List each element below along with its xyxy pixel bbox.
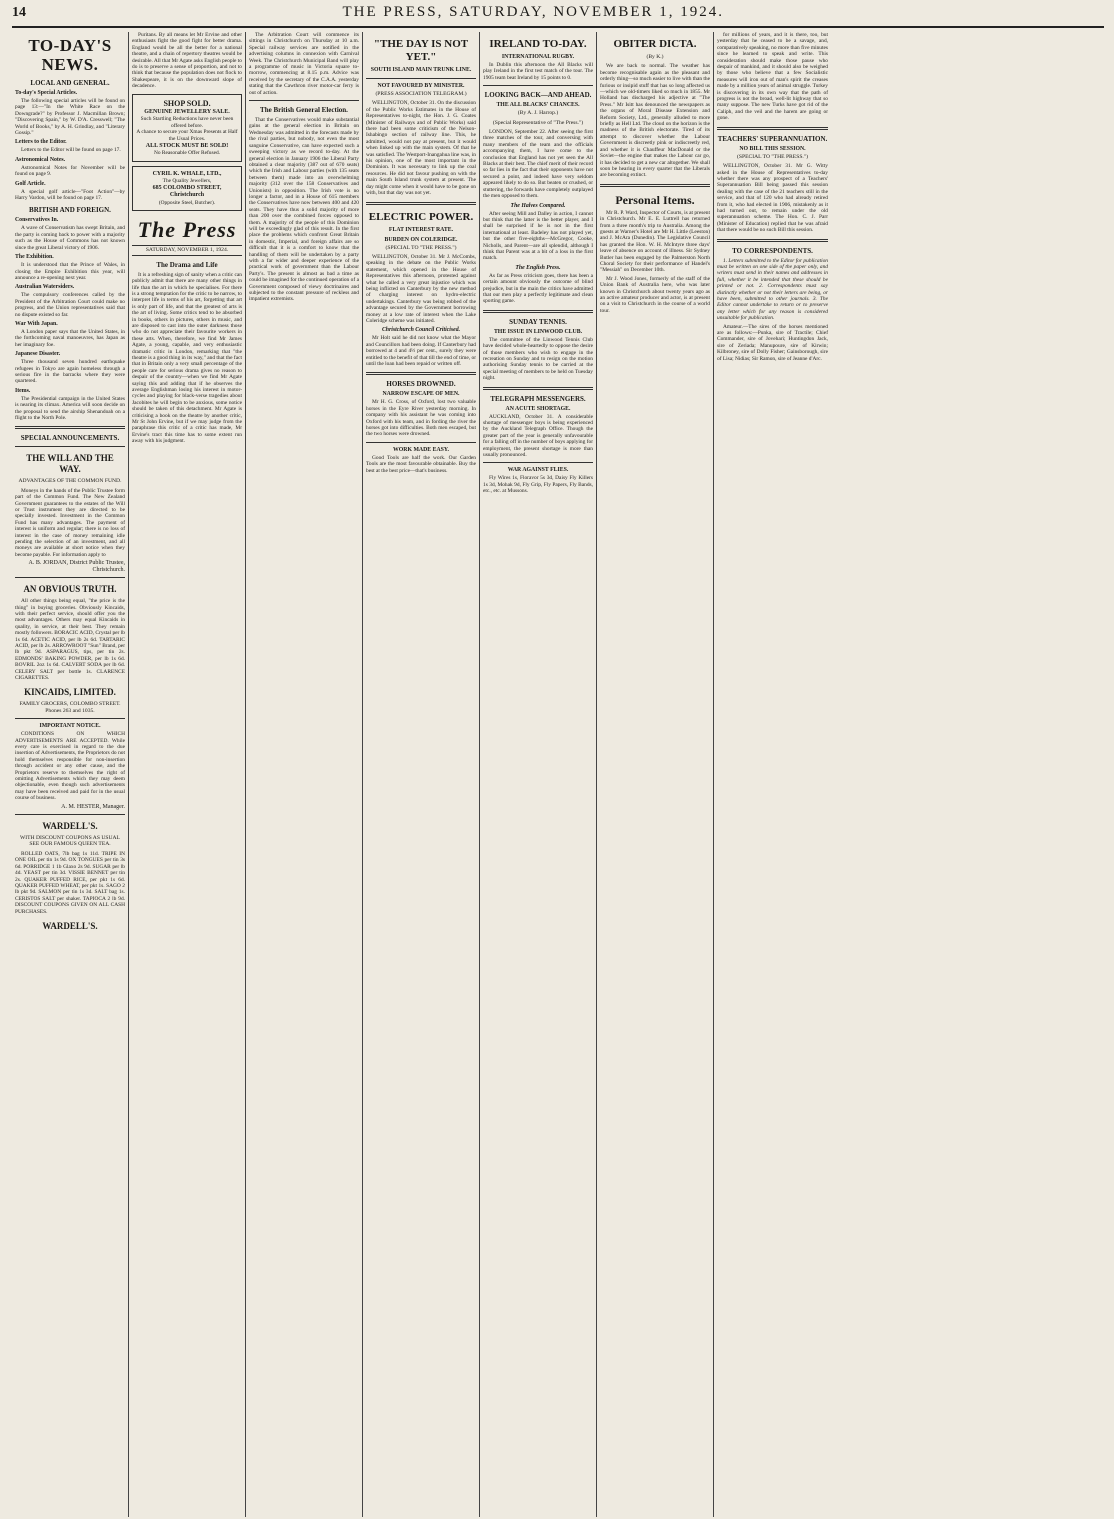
divider	[366, 442, 476, 443]
byline: (By K.)	[646, 54, 664, 60]
ad-heading: CYRIL K. WHALE, LTD.,	[152, 170, 222, 177]
item-body: A London paper says that the United States, in the forthcoming naval manoeuvres, has Japan as her imaginary foe.	[15, 328, 125, 348]
divider	[717, 239, 828, 242]
chances-body: LONDON, September 22. After seeing the first three matches of the tour, and conversing with many members of the team and the officials accompanying them, I have come to the conclusion that England has not yet seen the All Blacks at their best. The chief merit of their record so far lies in the fact that their opponents have not secured a point, and indeed have very seldom appeared likely to do so. But beaten or crushed, or stuttering, the forwards have completely outplayed the men opposed to them.	[483, 129, 593, 200]
tennis-heading: SUNDAY TENNIS.	[509, 317, 567, 326]
special-notice: (SPECIAL TO "THE PRESS.")	[385, 244, 457, 251]
looking-back-heading: LOOKING BACK—AND AHEAD.	[484, 91, 592, 100]
press-flag: The Press	[137, 217, 237, 243]
todays-news-heading: TO-DAY'S NEWS.	[28, 36, 112, 74]
column-3	[246, 32, 363, 1517]
council-heading: Christchurch Council Criticised.	[381, 327, 461, 334]
divider	[366, 202, 476, 205]
divider	[483, 462, 593, 463]
ad-line: Such Startling Reductions have never been offered before.	[140, 116, 234, 129]
jewellery-ad	[132, 94, 242, 162]
ad-line: No Reasonable Offer Refused.	[153, 150, 221, 157]
item-heading: Japanese Disaster.	[15, 351, 61, 358]
day-not-yet-heading: "THE DAY IS NOT YET."	[373, 38, 469, 63]
notice-body: CONDITIONS ON WHICH ADVERTISEMENTS ARE ACCEPTED. While every care is exercised in regard to the due insertion of Advertisements, the Proprietors do not hold themselves responsible for non-insertion through accident or any other cause, and the Proprietors reserve to themselves the right of omitting Advertisements which they may deem objectionable, even though such advertisements may have been received and paid for in the usual course of business.	[15, 731, 125, 802]
item-body: Astronomical Notes for November will be found on page 9.	[15, 164, 125, 178]
will-signature: A. B. JORDAN, District Public Trustee, Christchurch.	[28, 560, 125, 573]
divider	[483, 310, 593, 313]
item-heading: Golf Article.	[15, 180, 46, 187]
item-body: Three thousand seven hundred earthquake refugees in Tokyo are again homeless through a serious fire in the barracks where they were quartered.	[15, 359, 125, 385]
column-1	[12, 32, 129, 1517]
ireland-heading: IRELAND TO-DAY.	[489, 38, 587, 50]
english-press-heading: The English Press.	[515, 264, 561, 271]
rugby-subheading: INTERNATIONAL RUGBY.	[501, 54, 575, 60]
ad-line: The Quality Jewellers,	[162, 178, 212, 185]
divider	[15, 577, 125, 578]
horses-body: Mr H. G. Cross, of Oxford, lost two valuable horses in the Eyre River yesterday morning. In company with his assistant he was coming into Oxford with his team, and in fording the river the horses got into difficulties. Both men escaped, but the two horses were drowned.	[366, 399, 476, 438]
ad-line: 685 COLOMBO STREET, Christchurch	[152, 184, 222, 199]
horses-subheading: NARROW ESCAPE OF MEN.	[382, 391, 460, 398]
obiter-dicta-body: We are back to normal. The weather has become recognisable again as the pleasant and orderly thing—so much easier to live with than the furious or insipid stuff that has so long affected us—which we old-timers liked so much in 1855. Mr Holland has discharged his adjective at "The Press." Mr Isitt has denounced the newspapers as the organs of Moral Disease Extension and Reform Society, Ltd., generally alluded to more briefly as Hell Ltd. The cloud on the horizon is the madness of the British electorate. Tired of its attempt to discover whether the Labour Government is discreetly pink or indiscreetly red, and whether it is Chauffeur MacDonald or the Soviet—the engine that makes the Labour car go, it has decided to get a new car altogether. We shall soon be hearing in every quarter that the Liberals are becoming extinct.	[600, 63, 710, 179]
halves-heading: The Halves Compared.	[510, 202, 566, 209]
item-heading: To-day's Special Articles.	[15, 90, 78, 96]
tennis-body: The committee of the Linwood Tennis Club have decided whole-heartedly to oppose the desire of those members who wish to engage in the recreation on Sunday and to resign on the motion authorising Sunday tennis to be carried at the special meeting of members to be held on Tuesday night.	[483, 336, 593, 382]
ad-line: GENUINE JEWELLERY SALE.	[144, 108, 230, 115]
kincaids-heading: KINCAIDS, LIMITED.	[24, 687, 116, 698]
editorial-heading: The Drama and Life	[156, 260, 218, 269]
whale-ad	[132, 166, 242, 212]
election-body: That the Conservatives would make substantial gains at the general election in Britain on Wednesday was admitted in the forecasts made by the rival parties, but nobody, not even the most sanguine Conservative, can have expected such a sweeping victory as we record to-day. At the general election in January 1906 the Liberal Party obtained a clear majority (387 out of 670 seats) which the Irish and Labour parties (with 135 seats between them) made into an overwhelming majority (312 over the 158 Conservatives and Unionists) in opposition. The Irish vote is no longer a factor, and in a House of 615 members the Conservatives have now between 400 and 420 seats. They have thus a solid majority of more than 200 over the combined forces opposed to them. A majority of the people of this Dominion will be exceedingly glad of this result. In the first place the problems which confront Great Britain in domestic, Imperial, and foreign affairs are so difficult that it is a comfort to know that the handling of them will be undertaken by a party with a far wider and deeper experience of the practical work of government than the Labour Party's. The present is almost as bad a time as could be imagined for the continued operation of a Government composed of viewy doctrinaires and subjected to the constant pressure of reckless and impatient extremists.	[249, 117, 359, 303]
divider	[15, 446, 125, 447]
telegraph-body: AUCKLAND, October 31. A considerable shortage of messenger boys is being experienced by the Auckland Telegraph Office. Though the greater part of the year is generally unfavourable for a falling off in the number of boys applying for employment, the present shortage is more than usually pronounced.	[483, 413, 593, 459]
column-6	[597, 32, 714, 1517]
wardells-body: ROLLED OATS, 7lb bag 1s 11d. TRIPE IN ONE OIL per tin 1s 9d. OX TONGUES per tin 3s 6d. PORRIDGE 1 1b Glaxo 2s 9d. SUGAR per lb 4d. YEAST per tin 3d. VISSIE BENNET per tin 2s. QUAKER PUFFED RICE, per pkt 1s 6d. QUAKER PUFFED WHEAT, per pkt 1s. SAGO 2 lb pkt 9d. SALMON per tin 1s 3d. SALT bag 1s. CERISTOS SALT per shaker. TAPIOCA 2 lb 9d. DISCOUNT COUPONS GIVEN ON ALL CASH PURCHASES.	[15, 850, 125, 915]
council-body: Mr Holt said he did not know what the Mayor and Councillors had been doing. If Canterbury had borrowed at 4 and 4½ per cent., surely they were entitled to the benefit of that till the end of time, or until the loan had been repaid or written off.	[366, 335, 476, 367]
item-body: A special golf article—"Foot Action"—by Harry Vardon, will be found on page 17.	[15, 188, 125, 202]
trunk-subheading: SOUTH ISLAND MAIN TRUNK LINE.	[370, 67, 472, 73]
trunk-body: WELLINGTON, October 31. On the discussion of the Public Works Estimates in the House of Representatives to-night, the Hon. J. G. Coates (Minister of Railways and of Public Works) said there had been some criticism of the Nelson-Ishabingo section of railway line. This, he admitted, would not pay at present, but it would when linked up with the main system. Of that he was satisfied. The Westport-Inangahua line was, in his opinion, one of the most important in the Dominion. It was necessary to link up the coal resources. He did not favour pushing on with the main South Island trunk system at present. The day might come when it would have to be gone on with, but that day was not yet.	[366, 100, 476, 197]
column-7	[714, 32, 831, 1517]
english-press-body: As far as Press criticism goes, there has been a certain amount obviously the outcome of blind prejudice, but in the main the critics have admitted that our men play a perfectly legitimate and clean sporting game.	[483, 272, 593, 305]
item-heading: Items.	[15, 387, 31, 394]
personal-items-heading: Personal Items.	[615, 192, 695, 207]
will-heading: THE WILL AND THE WAY.	[26, 453, 114, 475]
byline: (By A. J. Harrop.)	[517, 110, 559, 117]
item-body: The following special articles will be found on page 13:—"In the White Race on the Downgrade?" by Professor J. Macmillan Brown; "Discovering Spain," by W. D'A. Cresswell; "The World of Books," by A. H. Grindlay, and "Literary Gossip."	[15, 98, 125, 137]
item-heading: Australian Watersiders.	[15, 284, 75, 291]
wardells-subheading: WITH DISCOUNT COUPONS AS USUAL SEE OUR FAMOUS QUEEN TEA.	[20, 835, 120, 848]
divider	[483, 387, 593, 390]
flies-body: Fly Wires 1s, Floravor 5s 3d, Daisy Fly Killers 1s 3d, Mohak 9d, Fly Grip, Fly Papers, Fly Bands, etc., etc. at Mussons.	[483, 475, 593, 495]
correspondents-heading: TO CORRESPONDENTS.	[732, 246, 813, 255]
ad-line: ALL STOCK MUST BE SOLD!	[145, 142, 229, 149]
electric-subheading-2: BURDEN ON COLERIDGE.	[384, 236, 458, 243]
item-body: It is understood that the Prince of Wales, in closing the Empire Exhibition this year, will announce a re-opening next year.	[15, 262, 125, 281]
notice-heading: IMPORTANT NOTICE.	[39, 723, 101, 730]
correspondents-body: 1. Letters submitted to the Editor for publication must be written on one side of the paper only, and writers must send in their names and addresses in full, whether it be intended that these should be printed or not. 2. Correspondents must say distinctly whether or not their letters are being, or have been, submitted to other journals. 3. The Editor cannot undertake to return or to preserve any letter which for any reason is considered unsuitable for publication.	[717, 257, 828, 322]
telegraph-subheading: AN ACUTE SHORTAGE.	[505, 405, 571, 412]
trunk-subheading-2: NOT FAVOURED BY MINISTER.	[377, 83, 465, 89]
british-foreign-heading: BRITISH AND FOREIGN.	[29, 206, 111, 215]
obiter-dicta-heading: OBITER DICTA.	[613, 38, 697, 50]
masthead-title: THE PRESS, SATURDAY, NOVEMBER 1, 1924.	[342, 4, 724, 20]
kincaids-subheading: FAMILY GROCERS, COLOMBO STREET. Phones 263 and 1035.	[19, 701, 121, 714]
horses-heading: HORSES DROWNED.	[386, 380, 456, 389]
ad-heading: SHOP SOLD.	[163, 98, 211, 108]
divider	[483, 85, 593, 86]
rugby-body: In Dublin this afternoon the All Blacks will play Ireland in the first test match of the tour. The 1905 team beat Ireland by 15 points to 0.	[483, 62, 593, 81]
personal-items-body: Mr R. P. Ward, Inspector of Courts, is at present in Christchurch. Mr E. E. Luttrell has returned from a three month's trip to Australia. Among the guests at Warner's Hotel are Mr H. Little (Leeston) and J. McAra (Dunedin). The Legislative Council has granted the Hon. W. H. McIntyre three days' leave of absence on account of illness. Sir Sydney Butler has been engaged by the Palmerston North Choral Society for their performance of Handel's "Messiah" on December 10th.	[600, 209, 710, 274]
will-subheading: ADVANTAGES OF THE COMMON FUND.	[18, 478, 122, 485]
teachers-heading: TEACHERS' SUPERANNUATION.	[717, 134, 828, 143]
ad-line: A chance to secure your Xmas Presents at Half the Usual Prices.	[136, 129, 238, 142]
item-heading: The Exhibition.	[15, 254, 54, 261]
item-heading: Conservatives In.	[15, 217, 59, 224]
obvious-truth-body: All other things being equal, "the price is the thing" in buying groceries. Obviously Kincaids, with their perfect service, should offer you the most advantages. Others may equal Kincaids in quality, in service, at their best. They remain mostly followers. BORACIC ACID, Crystal per lb 1s 6d. ACETIC ACID, per lb 2s 6d. TARTARIC ACID, per lb 2s. ARROWROOT "Sun" Brand, per lb pkt 9d. ASPARAGUS, tips, per tin 2s. EDMONDS' BAKING POWDER, per lb 1s 6d. BOVRIL 2oz 1s 6d. CALVERT SODA per lb 6d. CELERY SALT per bottle 1s. CLARENCE CIGARETTES.	[15, 598, 125, 681]
item-heading: Astronomical Notes.	[15, 156, 66, 163]
item-body: Letters to the Editor will be found on page 17.	[21, 147, 121, 154]
wardells-footer: WARDELL'S.	[42, 920, 98, 931]
wardells-heading: WARDELL'S.	[42, 821, 98, 832]
flies-heading: WAR AGAINST FLIES.	[507, 467, 569, 474]
tennis-subheading: THE ISSUE IN LINWOOD CLUB.	[493, 328, 583, 335]
item-heading: Letters to the Editor.	[15, 139, 67, 146]
item-body: A wave of Conservatism has swept Britain, and the party is coming back to power with a majority such as the House of Commons has not known since the great Liberal victory of 1906.	[15, 225, 125, 251]
personal-items-extra: Mr J. Wood Jones, formerly of the staff of the Union Bank of Australia here, who was later known in Christchurch about twenty years ago as an active amateur producer and actor, is at present on a visit to Christchurch in the course of a world tour.	[600, 275, 710, 314]
turkey-body: for millions of years, and it is there, too, but yesterday that he ceased to be a savage, and, comparatively speaking, no more than five minutes since he learned to speak and write. This consideration should make those pause who despair of mankind, and it should also be weighed by those who believe that a few Socialistic measures will iron out of man's spirit the creases made by a million years of animal struggle. Turkey is discovering in its own way that the path of progress is not the broad, well-lit highway that so many suppose. The new Turks have got rid of the Caliph, and the veil and the harem are going or gone.	[717, 32, 828, 122]
chances-heading: THE ALL BLACKS' CHANCES.	[496, 102, 580, 109]
divider	[15, 426, 125, 429]
divider	[249, 100, 359, 101]
electric-subheading: FLAT INTEREST RATE.	[388, 226, 454, 233]
work-heading: WORK MADE EASY.	[393, 446, 449, 453]
column-2	[129, 32, 246, 1517]
page-number: 14	[12, 5, 26, 20]
item-heading: War With Japan.	[15, 320, 58, 327]
electric-power-heading: ELECTRIC POWER.	[368, 210, 474, 223]
divider	[717, 127, 828, 130]
divider	[15, 814, 125, 815]
obvious-truth-heading: AN OBVIOUS TRUTH.	[23, 584, 117, 595]
divider	[366, 372, 476, 375]
amateur-body: Amateur.—The sires of the horses mentioned are as follows:—Punka, sire of Tractile; Chief Commander, sire of Jovehari; Huntingdon Jack, sire of Zeriada; Manupoure, sire of Kirwin; Kilbroney, sire of Dolly Fisher; Gainsborough, sire of Lisa; Nidias; Sir Ramon, sire of Jeanne d'Arc.	[717, 323, 828, 362]
ad-line: (Opposite Steel, Butcher).	[158, 199, 216, 206]
puritans-body: Puritans. By all means let Mr Ervine and other enthusiasts fight the good fight for better drama. England would be all the better for a national theatre, and a chain of repertory theatres would be desirable. All that Mr Agate asks English people to do is to preserve a sense of proportion, and not to think that because the population does not flock to Shakespeare, it is on the downward slope of decadence.	[132, 32, 242, 90]
divider	[600, 184, 710, 187]
notice-signature: A. M. HESTER, Manager.	[61, 803, 125, 810]
special-announcements-heading: SPECIAL ANNOUNCEMENTS.	[20, 434, 120, 443]
local-general-heading: LOCAL AND GENERAL.	[30, 79, 110, 87]
columns	[12, 32, 1104, 1517]
item-body: The compulsory conferences called by the President of the Arbitration Court could make no progress, and the Union representatives said that no dispute existed so far.	[15, 292, 125, 318]
telegraph-heading: TELEGRAPH MESSENGERS.	[490, 394, 586, 403]
column-4	[363, 32, 480, 1517]
special-notice: (SPECIAL TO "THE PRESS.")	[737, 153, 808, 160]
divider	[366, 78, 476, 79]
halves-body: After seeing Mill and Dalley in action, I cannot but think that the latter is the better player, and I shall be surprised if he is not in the first international at least. Badeley has not played yet, but the other five-eighths—McGregor, Cooke, Nicholls, and Parent—are all splendid, although I think that Parent was at a bit of a loss in the first match.	[483, 210, 593, 262]
column-5	[480, 32, 597, 1517]
arbitration-body: The Arbitration Court will commence its sittings in Christchurch on Thursday at 10 a.m. Special railway services are notified in the advertising columns in connexion with Carnival Week. The Christchurch Municipal Band will play a programme of music in Victoria square to-morrow, commencing at 8.15 p.m. Advice was received by the secretary of the C.A.A. yesterday stating that the Cawthron river motor-car ferry is out of action.	[249, 32, 359, 96]
masthead	[12, 4, 1104, 28]
teachers-subheading: NO BILL THIS SESSION.	[739, 145, 806, 152]
teachers-body: WELLINGTON, October 31. Mr G. Witty asked in the House of Representatives to-day whether there was any prospect of a Teachers' Superannuation Bill being passed this session dealing with the case of the 21 teachers still in the service, and that of 120 who had already retired from it, who had elected in 1906, mistakenly as it had turned out, to remain under the old superannuation scheme. The Hon. C. J. Parr (Minister of Education) replied that he was afraid that there would be no such Bill this session.	[717, 163, 828, 234]
electric-body: WELLINGTON, October 31. Mr J. McCombs, speaking in the debate on the Public Works statement, which opened in the House of Representatives this afternoon, protested against what he called a very great injustice which was being inflicted on Canterbury by the new method of charging interest on hydro-electric undertakings. Canterbury was being robbed of the advantage secured by the Government borrowing money at a low rate of interest when the Lake Coleridge scheme was initiated.	[366, 253, 476, 324]
representative-note: (Special Representative of "The Press.")	[492, 119, 584, 126]
press-association: (PRESS ASSOCIATION TELEGRAM.)	[375, 91, 467, 97]
election-heading: The British General Election.	[260, 106, 348, 115]
divider	[15, 718, 125, 719]
work-body: Good Tools are half the work. Our Garden Tools are the most favourable obtainable. Buy the best at the best price—that's business.	[366, 454, 476, 474]
editorial-body: It is a refreshing sign of sanity when a critic can publicly admit that there are many other things in life than the art in which he specialises. For there is a strong temptation for the critic to be narrow, to interpret life in terms of his art, forgetting that art is only part of life, and that the greatest of arts is the art of living. Some critics tend to be absorbed in books, others in pictures, others in music, and are disposed to cast into the outer darkness those who do not appreciate their favourite workers in these arts. When, therefore, we find Mr James Agate, a young, capable, and very enthusiastic dramatic critic in London, remarking that "the theatre is a good thing in its way," and that the fact that in Britain only a very small percentage of the people care for serious drama gives no reason to despair of the country—when we find Mr Agate saying this and adding that if he observes the average Englishman losing his interest in motor-cycles and playing for black-verse tragedies about Jacobites he will begin to be anxious, some notice should be taken of this detachment. Mr Agate is criticising a book on the theatre by another critic, Mr St John Ervine, but if we may judge from the paraphrase this critic of a critic has made, Mr Ervine's tract this time has to some extent run away with his judgment.	[132, 271, 242, 445]
item-body: The Presidential campaign in the United States is nearing its climax. America will soon decide on the proposal to send the airship Shenandoah on a flight to the North Pole.	[15, 395, 125, 421]
will-body: Moneys in the hands of the Public Trustee form part of the Common Fund. The New Zealand Government guarantees to the estates of the Will or Trust instrument they are directed to be specially invested. Investment in the Common Fund has many advantages. The payment of interest is uniform and regular; there is no loss of interest in the case of money remaining idle pending the selection of an investment, and all moneys are available at short notice when they become payable. For information apply to	[15, 487, 125, 558]
dateline: SATURDAY, NOVEMBER 1, 1924.	[132, 245, 242, 255]
